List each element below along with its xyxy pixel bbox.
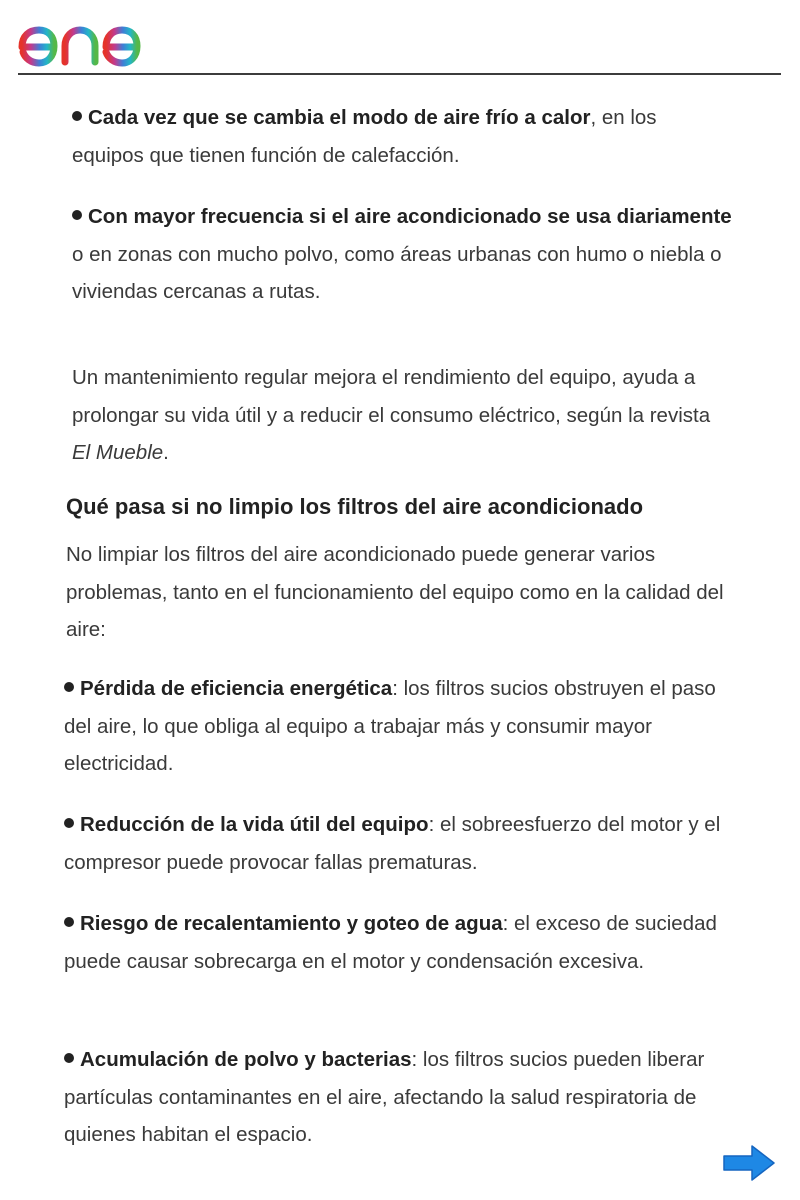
bullet-dot xyxy=(64,1053,74,1063)
maintenance-paragraph xyxy=(72,359,732,472)
list-item-bold: Acumulación de polvo y bacterias xyxy=(80,1048,412,1071)
list-item-text: : el sobreesfuerzo del motor y el compresor puede provocar fallas prematuras. xyxy=(64,813,721,874)
bullet-daily-use xyxy=(72,198,732,311)
list-item xyxy=(64,806,724,881)
bullet-text: o en zonas con mucho polvo, como áreas urbanas con humo o niebla o viviendas cercanas a rutas. xyxy=(72,242,722,303)
section-heading: Qué pasa si no limpio los filtros del aire acondicionado xyxy=(66,494,644,519)
list-item xyxy=(64,905,724,980)
bullet-mode-change xyxy=(72,99,732,174)
list-item xyxy=(64,670,724,783)
bullet-dot xyxy=(72,210,82,220)
source-name: El Mueble xyxy=(72,441,164,464)
list-item-bold: Riesgo de recalentamiento y goteo de agua xyxy=(80,912,503,935)
list-item-text: : el exceso de suciedad puede causar sobrecarga en el motor y condensación excesiva. xyxy=(64,912,717,973)
bullet-dot xyxy=(64,917,74,927)
bullet-bold-text: Con mayor frecuencia si el aire acondicionado se usa diariamente xyxy=(88,205,732,228)
site-header xyxy=(0,0,800,76)
bullet-bold-text: Cada vez que se cambia el modo de aire frío a calor xyxy=(88,106,591,129)
paragraph-text: Un mantenimiento regular mejora el rendimiento del equipo, ayuda a prolongar su vida útil y a reducir el consumo eléctrico, según la revista xyxy=(72,366,711,427)
list-item-text: : los filtros sucios pueden liberar partículas contaminantes en el aire, afectando la salud respiratoria de quienes habitan el espacio. xyxy=(64,1048,705,1146)
intro-paragraph: No limpiar los filtros del aire acondicionado puede generar varios problemas, tanto en el funcionamiento del equipo como en la calidad del aire: xyxy=(66,543,724,641)
bullet-dot xyxy=(64,682,74,692)
list-item-text: : los filtros sucios obstruyen el paso del aire, lo que obliga al equipo a trabajar más y consumir mayor electricidad. xyxy=(64,677,716,775)
paragraph-end: . xyxy=(163,441,169,464)
bullet-dot xyxy=(64,818,74,828)
bullet-text: , en los equipos que tienen función de calefacción. xyxy=(72,106,657,167)
header-divider xyxy=(18,73,781,75)
bullet-dot xyxy=(72,111,82,121)
list-item-bold: Reducción de la vida útil del equipo xyxy=(80,813,429,836)
list-item-bold: Pérdida de eficiencia energética xyxy=(80,677,393,700)
list-item xyxy=(64,1041,724,1154)
arrow-right-icon[interactable] xyxy=(722,1144,776,1182)
enel-logo[interactable] xyxy=(16,4,176,70)
